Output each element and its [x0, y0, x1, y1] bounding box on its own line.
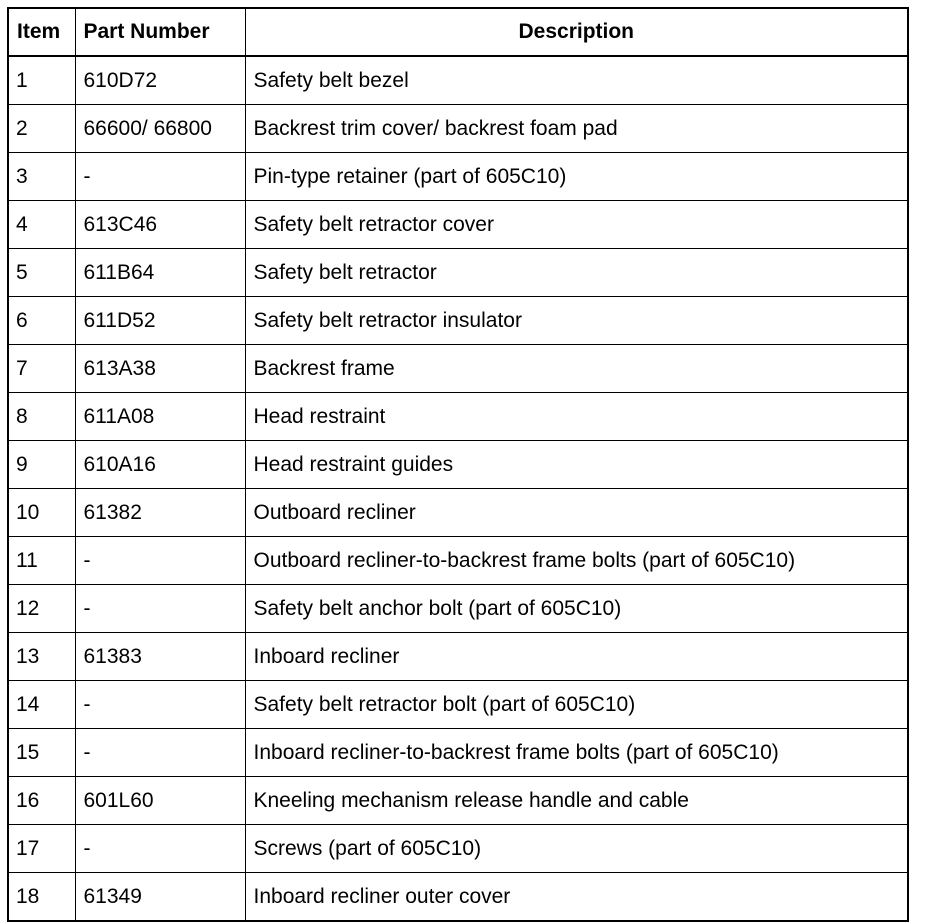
part-number-cell: 611D52	[75, 297, 245, 345]
part-number-cell: 610D72	[75, 56, 245, 105]
item-cell: 11	[8, 537, 75, 585]
part-number-cell: 610A16	[75, 441, 245, 489]
part-number-cell: -	[75, 729, 245, 777]
description-cell: Outboard recliner-to-backrest frame bolts (part of 605C10)	[245, 537, 908, 585]
description-cell: Backrest frame	[245, 345, 908, 393]
part-number-cell: -	[75, 537, 245, 585]
item-cell: 4	[8, 201, 75, 249]
description-cell: Head restraint	[245, 393, 908, 441]
item-cell: 15	[8, 729, 75, 777]
table-row	[8, 681, 908, 729]
header-item: Item	[8, 8, 75, 56]
table-row	[8, 249, 908, 297]
description-cell: Screws (part of 605C10)	[245, 825, 908, 873]
parts-table-header	[8, 8, 908, 56]
description-cell: Pin-type retainer (part of 605C10)	[245, 153, 908, 201]
item-cell: 14	[8, 681, 75, 729]
item-cell: 13	[8, 633, 75, 681]
parts-table-body	[8, 56, 908, 921]
table-row	[8, 777, 908, 825]
item-cell: 8	[8, 393, 75, 441]
description-cell: Backrest trim cover/ backrest foam pad	[245, 105, 908, 153]
part-number-cell: 613C46	[75, 201, 245, 249]
header-row	[8, 8, 908, 56]
item-cell: 18	[8, 873, 75, 922]
table-row	[8, 489, 908, 537]
description-cell: Kneeling mechanism release handle and cable	[245, 777, 908, 825]
item-cell: 17	[8, 825, 75, 873]
description-cell: Inboard recliner-to-backrest frame bolts (part of 605C10)	[245, 729, 908, 777]
description-cell: Safety belt anchor bolt (part of 605C10)	[245, 585, 908, 633]
table-row	[8, 633, 908, 681]
description-cell: Head restraint guides	[245, 441, 908, 489]
item-cell: 7	[8, 345, 75, 393]
part-number-cell: -	[75, 585, 245, 633]
item-cell: 3	[8, 153, 75, 201]
parts-table	[7, 7, 909, 922]
item-cell: 16	[8, 777, 75, 825]
table-row	[8, 345, 908, 393]
table-row	[8, 873, 908, 922]
table-row	[8, 56, 908, 105]
description-cell: Safety belt retractor bolt (part of 605C10)	[245, 681, 908, 729]
table-row	[8, 537, 908, 585]
part-number-cell: 61382	[75, 489, 245, 537]
description-cell: Outboard recliner	[245, 489, 908, 537]
table-row	[8, 105, 908, 153]
table-row	[8, 825, 908, 873]
description-cell: Inboard recliner outer cover	[245, 873, 908, 922]
table-row	[8, 297, 908, 345]
description-cell: Safety belt retractor cover	[245, 201, 908, 249]
part-number-cell: 611B64	[75, 249, 245, 297]
table-row	[8, 153, 908, 201]
part-number-cell: 66600/ 66800	[75, 105, 245, 153]
part-number-cell: -	[75, 825, 245, 873]
item-cell: 1	[8, 56, 75, 105]
part-number-cell: 61383	[75, 633, 245, 681]
item-cell: 9	[8, 441, 75, 489]
part-number-cell: 601L60	[75, 777, 245, 825]
table-row	[8, 441, 908, 489]
part-number-cell: -	[75, 153, 245, 201]
description-cell: Safety belt bezel	[245, 56, 908, 105]
header-part-number: Part Number	[75, 8, 245, 56]
part-number-cell: 611A08	[75, 393, 245, 441]
item-cell: 6	[8, 297, 75, 345]
description-cell: Safety belt retractor insulator	[245, 297, 908, 345]
item-cell: 10	[8, 489, 75, 537]
description-cell: Inboard recliner	[245, 633, 908, 681]
table-row	[8, 729, 908, 777]
item-cell: 12	[8, 585, 75, 633]
part-number-cell: 61349	[75, 873, 245, 922]
table-row	[8, 585, 908, 633]
description-cell: Safety belt retractor	[245, 249, 908, 297]
item-cell: 5	[8, 249, 75, 297]
table-row	[8, 201, 908, 249]
table-row	[8, 393, 908, 441]
part-number-cell: 613A38	[75, 345, 245, 393]
part-number-cell: -	[75, 681, 245, 729]
header-description: Description	[245, 8, 908, 56]
item-cell: 2	[8, 105, 75, 153]
